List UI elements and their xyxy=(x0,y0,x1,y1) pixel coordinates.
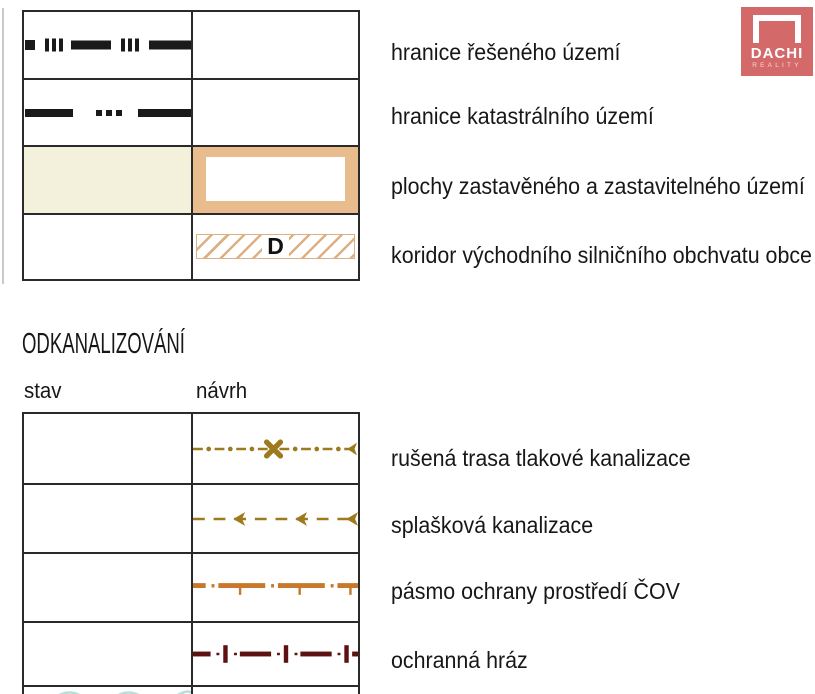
dachi-logo xyxy=(741,7,813,76)
legend-row-cancelled-pressure-sewer xyxy=(24,414,358,485)
legend-label: hranice katastrálního území xyxy=(391,103,654,129)
section-title: ODKANALIZOVÁNÍ xyxy=(22,328,185,360)
solved-territory-boundary-icon xyxy=(25,38,191,52)
symbol-cell xyxy=(193,414,358,483)
legend-row-cadastral-boundary xyxy=(24,80,358,147)
corridor-letter: D xyxy=(262,235,289,258)
empty-cell xyxy=(193,12,358,78)
left-crop-line xyxy=(2,8,4,284)
legend-label: plochy zastavěného a zastavitelného území xyxy=(391,173,805,199)
cancelled-pressure-sewer-icon xyxy=(193,437,358,461)
symbol-cell xyxy=(24,12,193,78)
symbol-cell xyxy=(193,554,358,621)
legend-row-solved-boundary xyxy=(24,12,358,80)
symbol-cell xyxy=(24,80,193,145)
cadastral-boundary-icon xyxy=(25,108,191,118)
legend-label: splašková kanalizace xyxy=(391,512,594,538)
legend-label: pásmo ochrany prostředí ČOV xyxy=(391,578,680,604)
door-frame-icon xyxy=(753,15,801,43)
empty-cell xyxy=(24,554,193,621)
protective-dike-icon xyxy=(193,644,358,664)
legend-row-water-stub xyxy=(24,687,358,694)
empty-cell xyxy=(24,414,193,483)
legend-row-bypass-corridor xyxy=(24,215,358,279)
legend-row-wwtp-protection-zone xyxy=(24,554,358,623)
corridor-hatch-icon xyxy=(196,234,355,259)
symbol-cell xyxy=(193,623,358,685)
legend-label: hranice řešeného území xyxy=(391,39,621,65)
legend-row-protective-dike xyxy=(24,623,358,687)
water-line-stub-icon xyxy=(24,687,191,694)
legend-table-top xyxy=(22,10,360,281)
wwtp-protection-zone-icon xyxy=(193,579,358,597)
legend-label: rušená trasa tlakové kanalizace xyxy=(391,445,691,471)
sewage-sewer-icon xyxy=(193,506,358,532)
empty-cell xyxy=(193,687,358,694)
column-header-state: stav xyxy=(24,378,62,403)
swatch-inner-rect xyxy=(206,157,345,201)
empty-cell xyxy=(24,485,193,552)
legend-label: koridor východního silničního obchvatu obce xyxy=(391,242,812,268)
column-header-proposal: návrh xyxy=(196,378,248,403)
logo-subtitle-text: REALITY xyxy=(752,62,802,69)
symbol-cell xyxy=(193,485,358,552)
empty-cell xyxy=(193,80,358,145)
empty-cell xyxy=(24,215,193,279)
legend-table-sewer xyxy=(22,412,360,694)
empty-cell xyxy=(24,623,193,685)
legend-row-built-up-area xyxy=(24,147,358,215)
corridor-cell xyxy=(193,215,358,279)
developable-area-proposal-swatch xyxy=(193,147,358,213)
built-up-area-state-swatch xyxy=(24,147,193,213)
symbol-cell xyxy=(24,687,193,694)
legend-row-sewage-sewer xyxy=(24,485,358,554)
logo-brand-text: DACHI xyxy=(750,45,804,62)
legend-label: ochranná hráz xyxy=(391,647,528,673)
